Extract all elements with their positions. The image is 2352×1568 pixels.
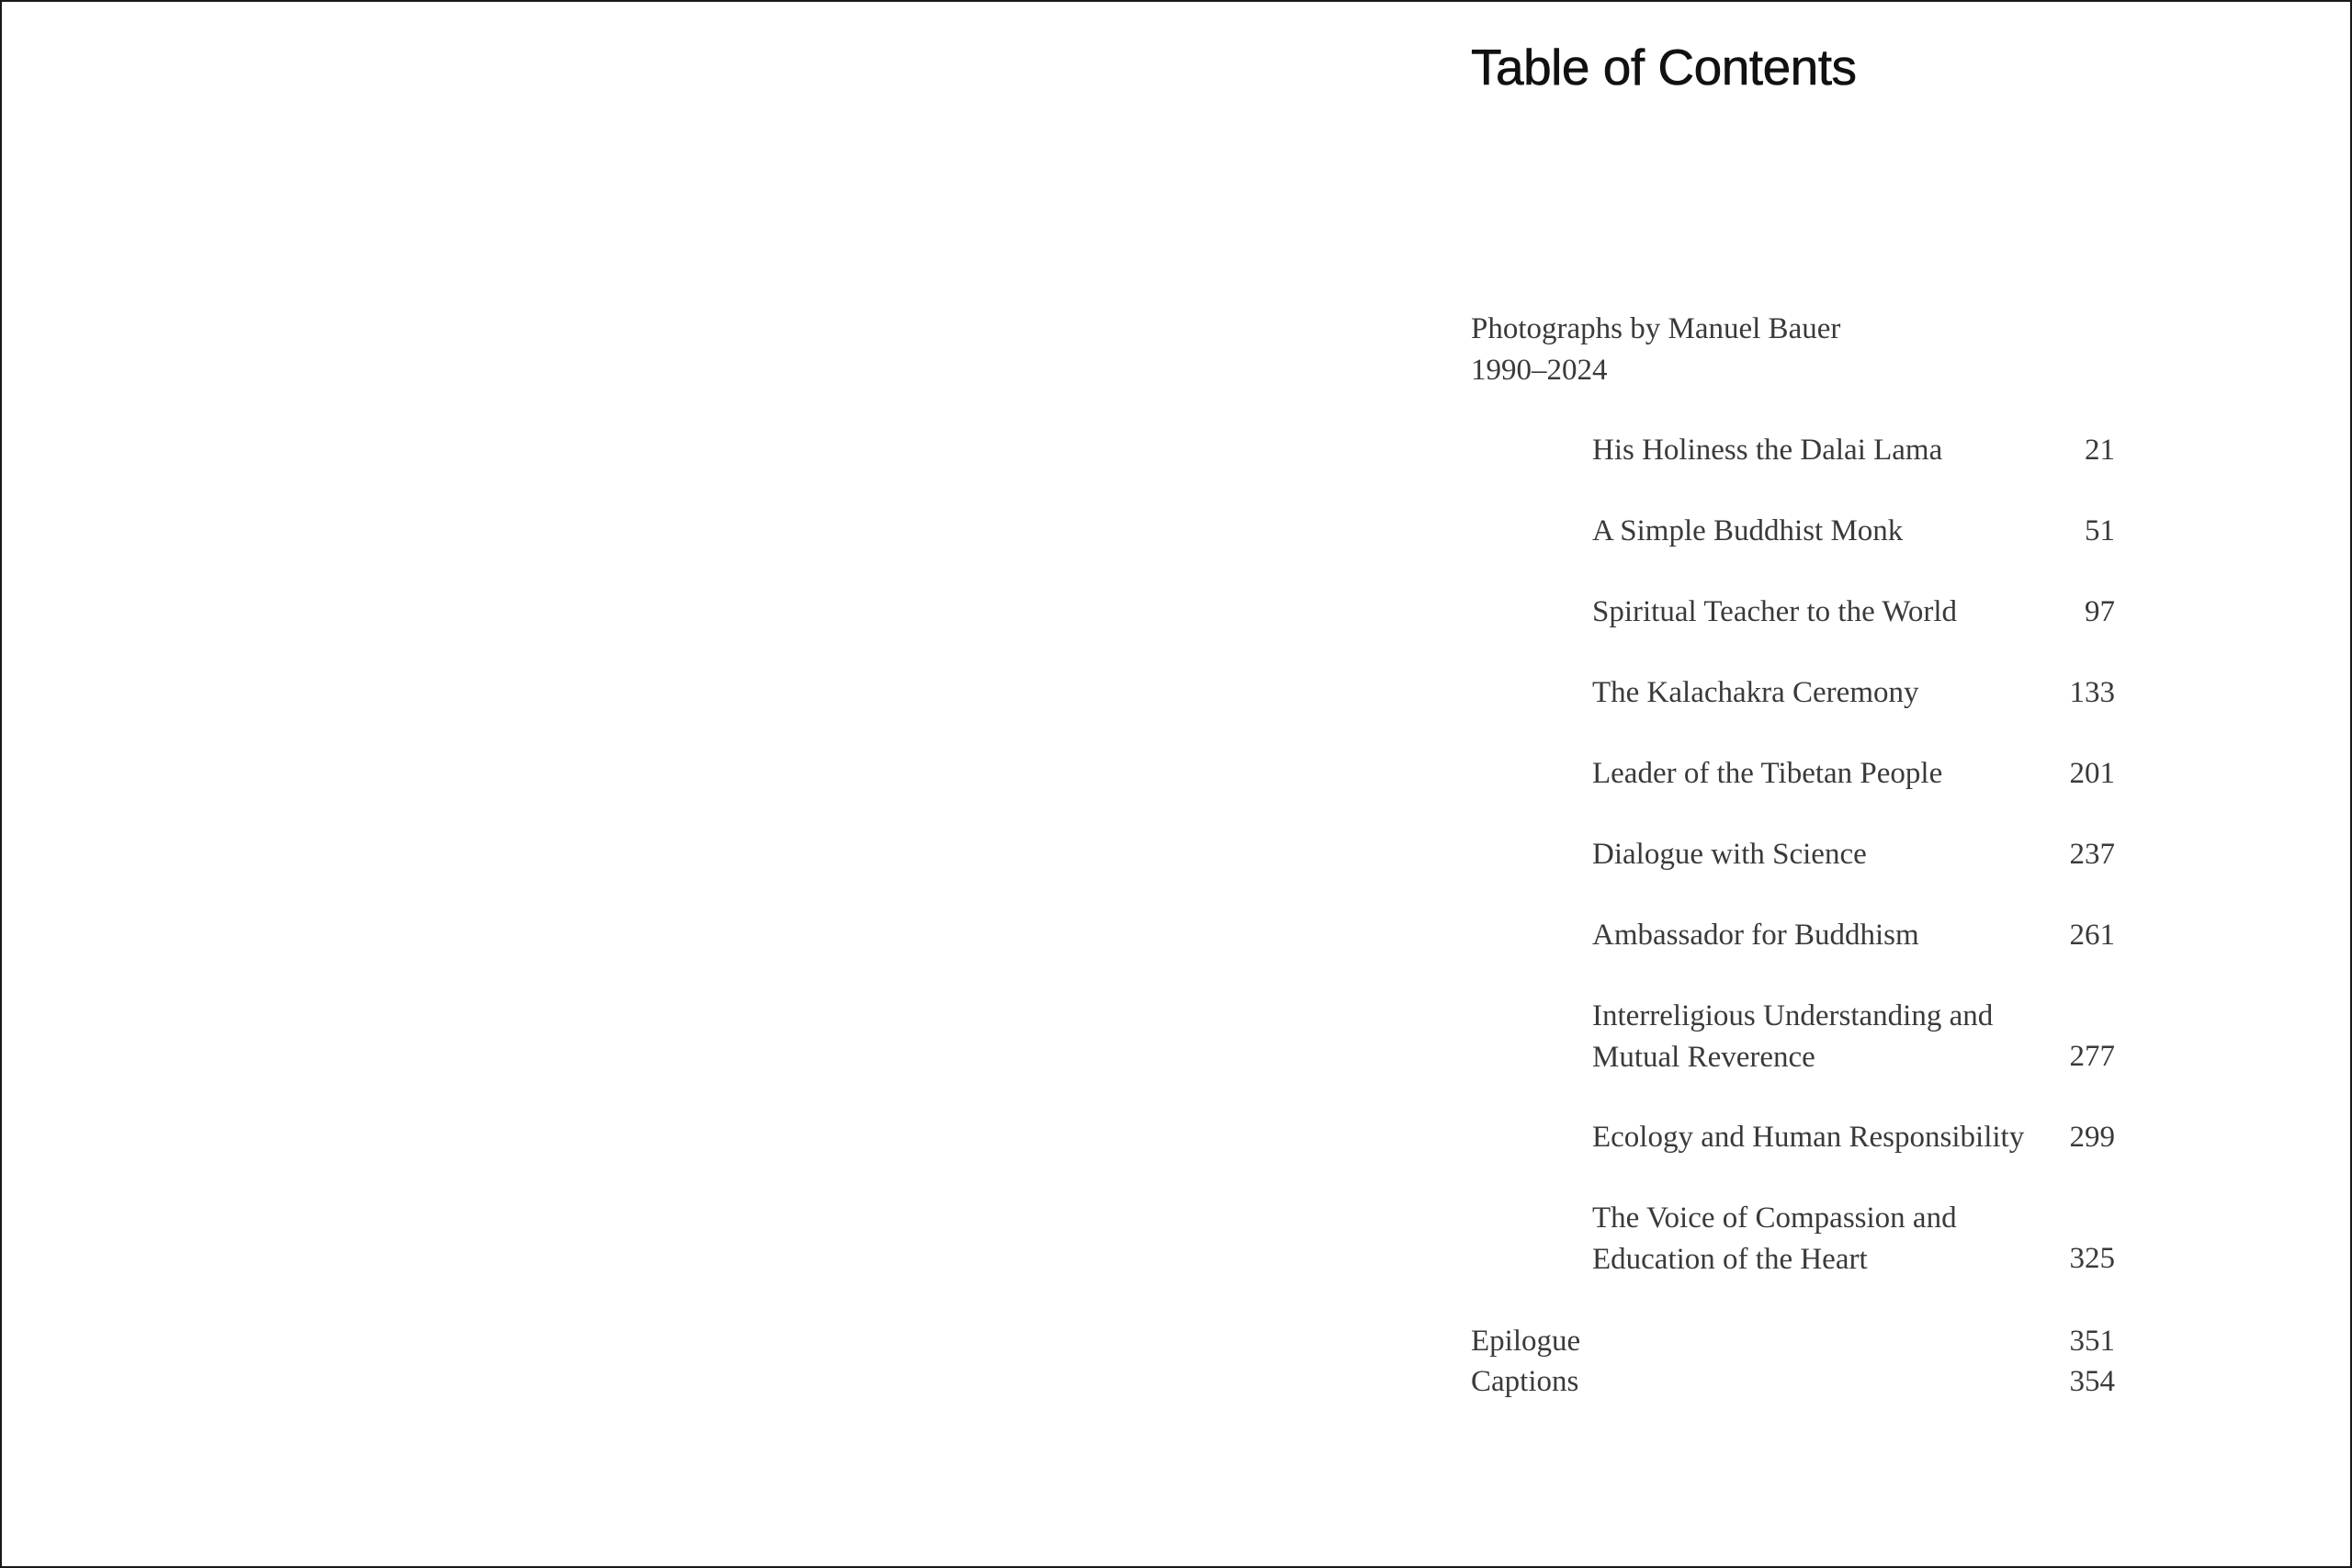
- toc-entry-title-line: Interreligious Understanding and: [1592, 999, 1994, 1032]
- toc-entry-page-number: 201: [2069, 757, 2115, 790]
- toc-entry-page-number: 299: [2069, 1121, 2115, 1154]
- page-title: Table of Contents: [1471, 39, 1857, 96]
- toc-entry[interactable]: [1592, 511, 2115, 592]
- toc-entry[interactable]: [1592, 672, 2115, 753]
- toc-entry-title-line: The Voice of Compassion and: [1592, 1201, 1957, 1235]
- toc-entry[interactable]: [1592, 753, 2115, 834]
- toc-entry-title-line: Leader of the Tibetan People: [1592, 757, 1943, 790]
- toc-entry-title-line: Education of the Heart: [1592, 1243, 1868, 1276]
- toc-entry-title: [1592, 996, 2052, 1078]
- toc-entry-page-number: 133: [2069, 676, 2115, 709]
- toc-entry-title: [1592, 672, 2052, 714]
- toc-entry-title-line: A Simple Buddhist Monk: [1592, 514, 1904, 547]
- toc-entry-title: [1592, 592, 2052, 633]
- toc-entry-title-line: His Holiness the Dalai Lama: [1592, 434, 1943, 467]
- toc-entry-title: [1592, 915, 2052, 956]
- toc-entry-title: [1592, 1198, 2052, 1280]
- right-page: [1178, 2, 2350, 1566]
- toc-entry-title-line: Spiritual Teacher to the World: [1592, 595, 1958, 628]
- back-matter-entry-captions[interactable]: [1471, 1361, 2115, 1402]
- toc-entry-title: [1592, 834, 2052, 875]
- toc-entry[interactable]: [1592, 430, 2115, 511]
- back-matter-page-number: 351: [2069, 1325, 2115, 1358]
- toc-entry-title: [1592, 430, 2052, 471]
- toc-entry-title-line: Ambassador for Buddhism: [1592, 919, 1919, 952]
- toc-entry[interactable]: [1592, 1117, 2115, 1198]
- toc-entry-page-number: 97: [2085, 595, 2115, 628]
- toc-entry-page-number: 325: [2069, 1242, 2115, 1275]
- toc-entry[interactable]: [1592, 592, 2115, 672]
- back-matter-entry-epilogue[interactable]: [1471, 1321, 2115, 1361]
- toc-entry-title: [1592, 753, 2052, 795]
- back-matter-list: [1471, 1321, 2115, 1402]
- toc-entry[interactable]: [1592, 915, 2115, 996]
- toc-entry-title-line: The Kalachakra Ceremony: [1592, 676, 1919, 709]
- section-heading: [1471, 309, 2114, 391]
- toc-entry-page-number: 261: [2069, 919, 2115, 952]
- toc-entry-page-number: 21: [2085, 434, 2115, 467]
- toc-entry[interactable]: [1592, 834, 2115, 915]
- toc-entry-title-line: Mutual Reverence: [1592, 1041, 1815, 1074]
- toc-entry[interactable]: [1592, 1198, 2115, 1319]
- toc-entry-title-line: Dialogue with Science: [1592, 838, 1867, 871]
- section-heading-line-2: 1990–2024: [1471, 354, 1608, 387]
- section-heading-line-1: Photographs by Manuel Bauer: [1471, 312, 1841, 345]
- toc-entry-title: [1592, 511, 2052, 552]
- back-matter-page-number: 354: [2069, 1365, 2115, 1398]
- toc-entry-list: [1592, 430, 2115, 1319]
- toc-entry-page-number: 51: [2085, 514, 2115, 547]
- toc-entry-page-number: 277: [2069, 1040, 2115, 1073]
- toc-entry-title-line: Ecology and Human Responsibility: [1592, 1121, 2025, 1154]
- left-page-blank: [2, 2, 1178, 1566]
- back-matter-label: Captions: [1471, 1365, 1579, 1398]
- toc-entry-page-number: 237: [2069, 838, 2115, 871]
- back-matter-label: Epilogue: [1471, 1325, 1581, 1358]
- toc-entry[interactable]: [1592, 996, 2115, 1117]
- toc-entry-title: [1592, 1117, 2052, 1158]
